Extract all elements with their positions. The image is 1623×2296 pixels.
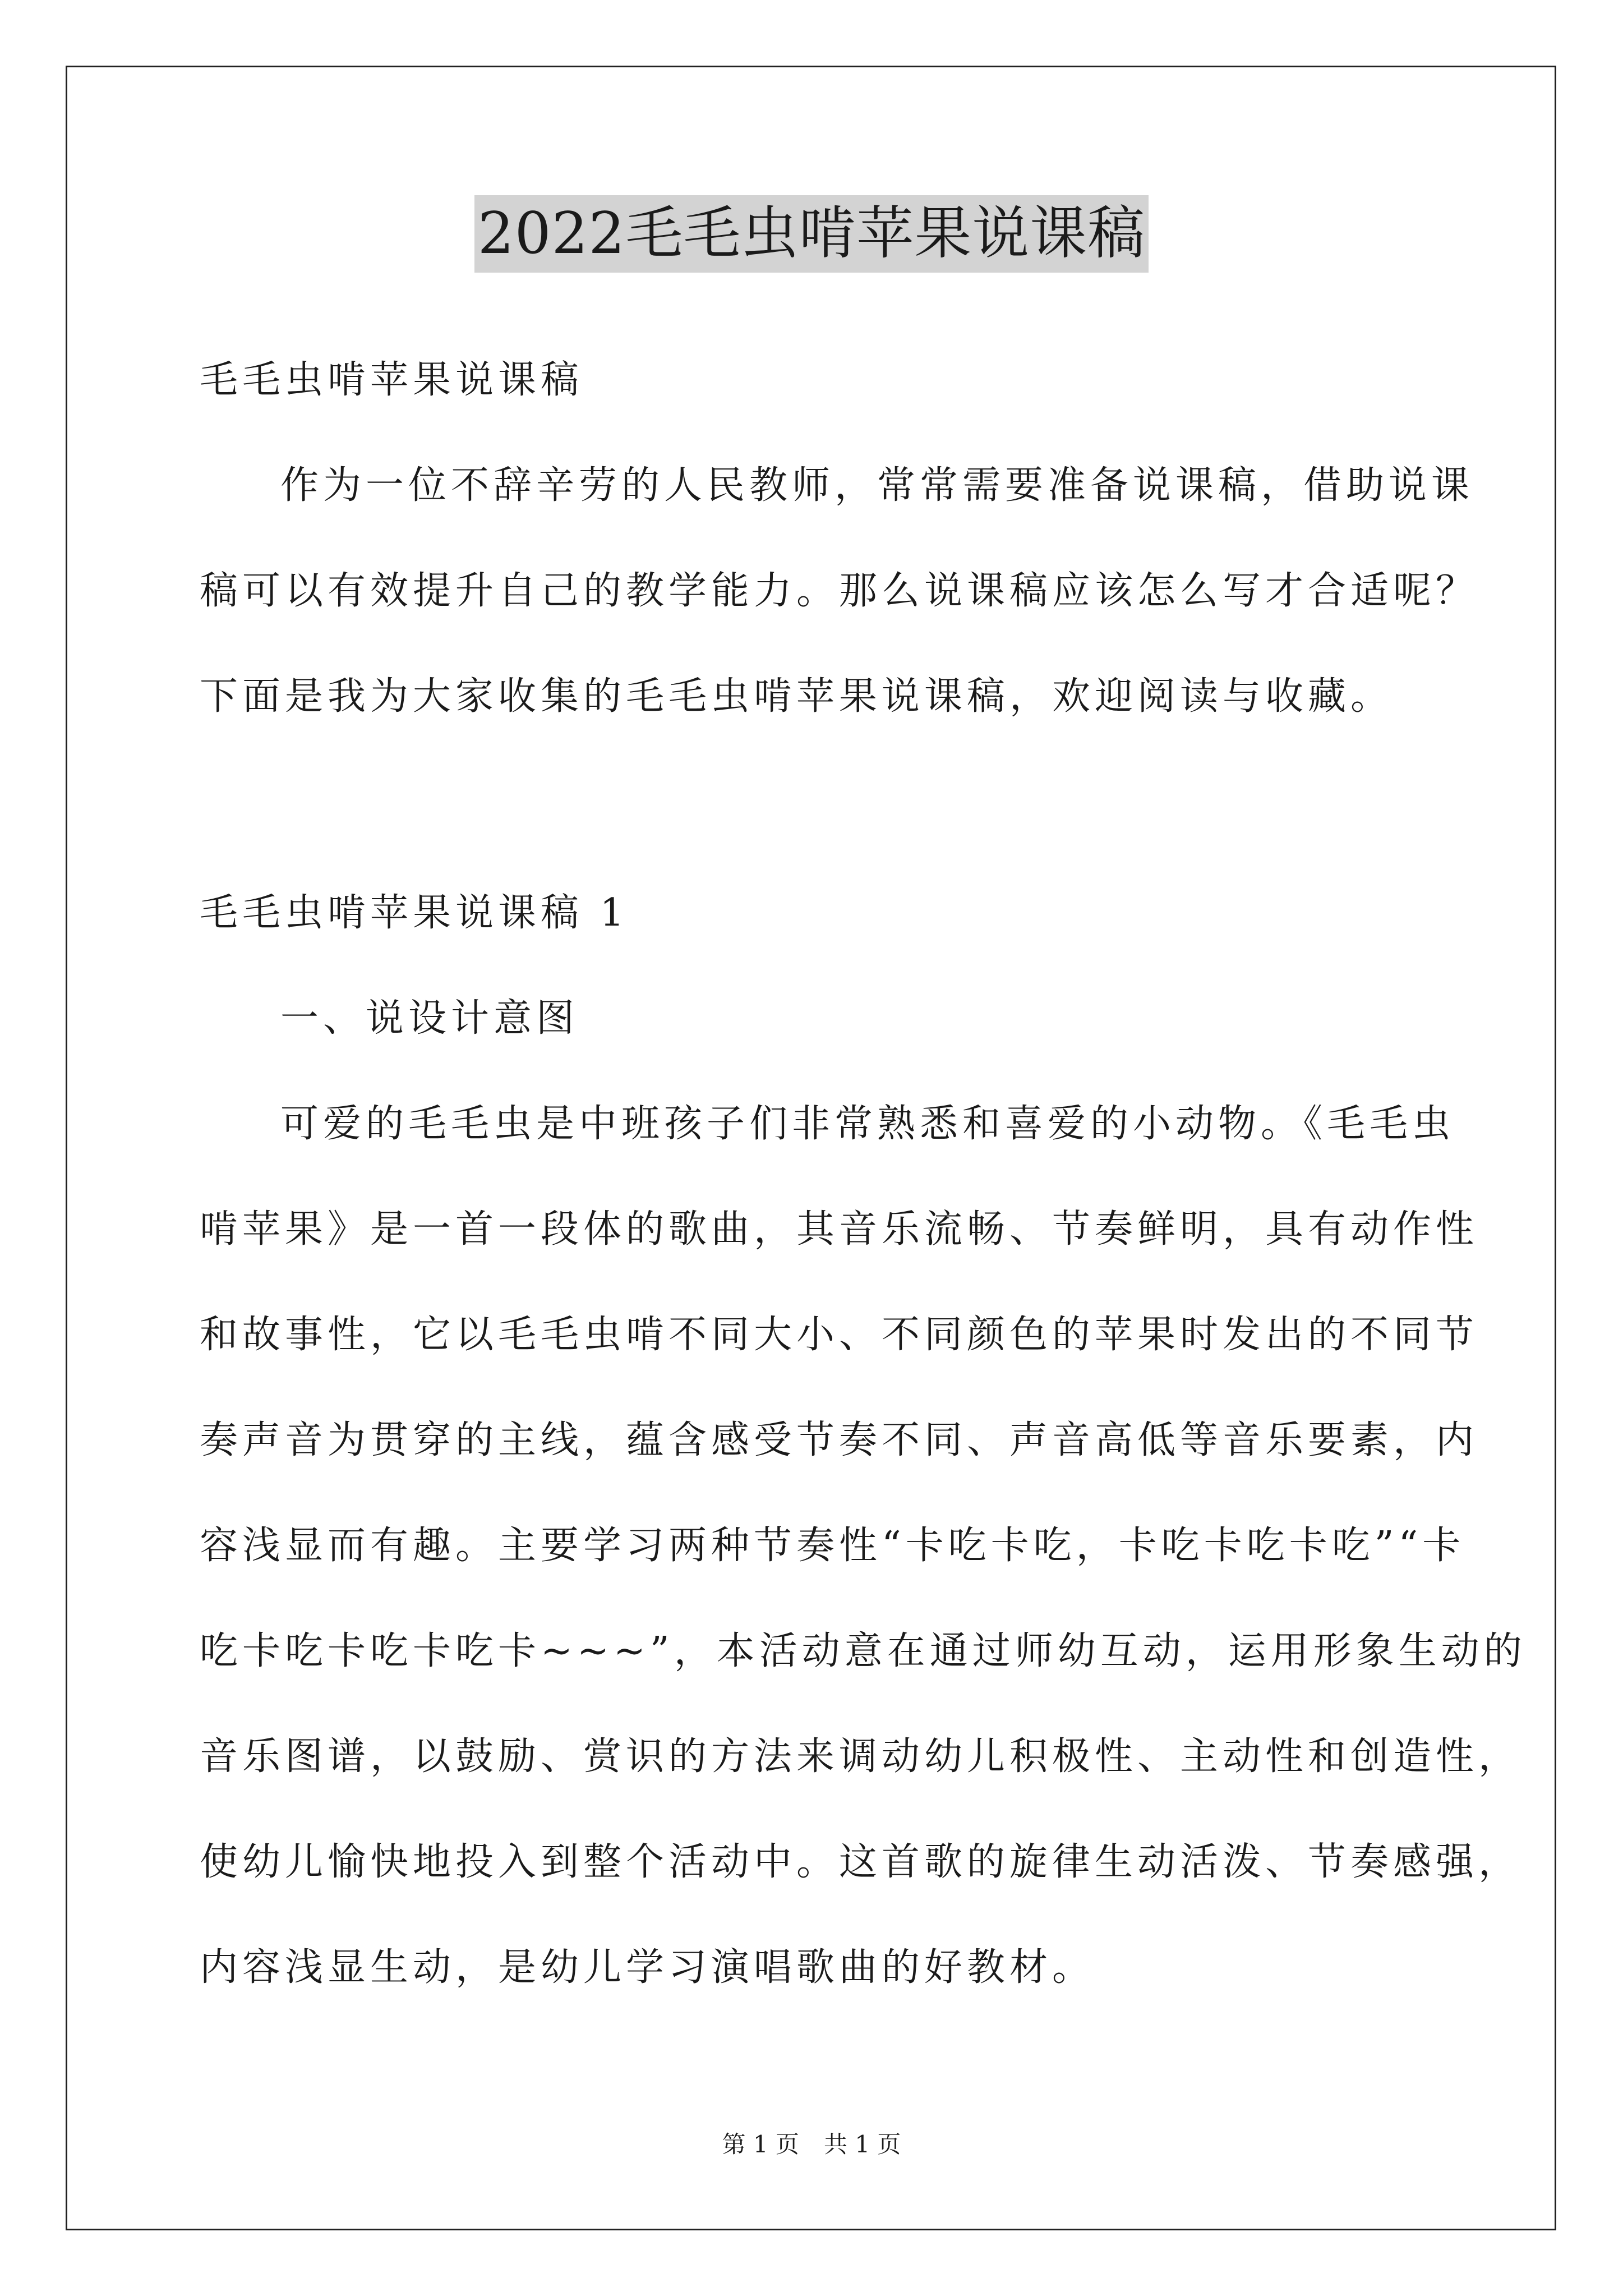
intro-line-1: 作为一位不辞辛劳的人民教师，常常需要准备说课稿，借助说课 <box>280 463 1474 508</box>
body-line-2: 啃苹果》是一首一段体的歌曲，其音乐流畅、节奏鲜明，具有动作性 <box>200 1207 1479 1251</box>
intro-line-2: 稿可以有效提升自己的教学能力。那么说课稿应该怎么写才合适呢？ <box>200 569 1479 613</box>
document-title: 2022毛毛虫啃苹果说课稿 <box>474 195 1149 273</box>
subtitle-line: 毛毛虫啃苹果说课稿 <box>200 358 584 402</box>
body-line-1: 可爱的毛毛虫是中班孩子们非常熟悉和喜爱的小动物。《毛毛虫 <box>280 1102 1455 1146</box>
page-number: 第 1 页 <box>722 2131 799 2158</box>
page-footer <box>0 2129 1623 2160</box>
body-line-7: 音乐图谱，以鼓励、赏识的方法来调动幼儿积极性、主动性和创造性， <box>200 1734 1521 1779</box>
body-line-6: 吃卡吃卡吃卡吃卡~~~”，本活动意在通过师幼互动，运用形象生动的 <box>200 1629 1527 1673</box>
subsection-heading: 一、说设计意图 <box>280 996 579 1041</box>
page-total: 共 1 页 <box>824 2131 901 2158</box>
body-line-4: 奏声音为贯穿的主线，蕴含感受节奏不同、声音高低等音乐要素，内 <box>200 1418 1479 1462</box>
body-line-8: 使幼儿愉快地投入到整个活动中。这首歌的旋律生动活泼、节奏感强， <box>200 1840 1521 1884</box>
title-container <box>0 195 1623 273</box>
intro-line-3: 下面是我为大家收集的毛毛虫啃苹果说课稿，欢迎阅读与收藏。 <box>200 674 1394 719</box>
body-line-3: 和故事性，它以毛毛虫啃不同大小、不同颜色的苹果时发出的不同节 <box>200 1313 1479 1357</box>
body-line-9: 内容浅显生动，是幼儿学习演唱歌曲的好教材。 <box>200 1945 1095 1990</box>
body-line-5: 容浅显而有趣。主要学习两种节奏性“卡吃卡吃，卡吃卡吃卡吃”“卡 <box>200 1524 1465 1568</box>
section-heading: 毛毛虫啃苹果说课稿 1 <box>200 891 629 935</box>
